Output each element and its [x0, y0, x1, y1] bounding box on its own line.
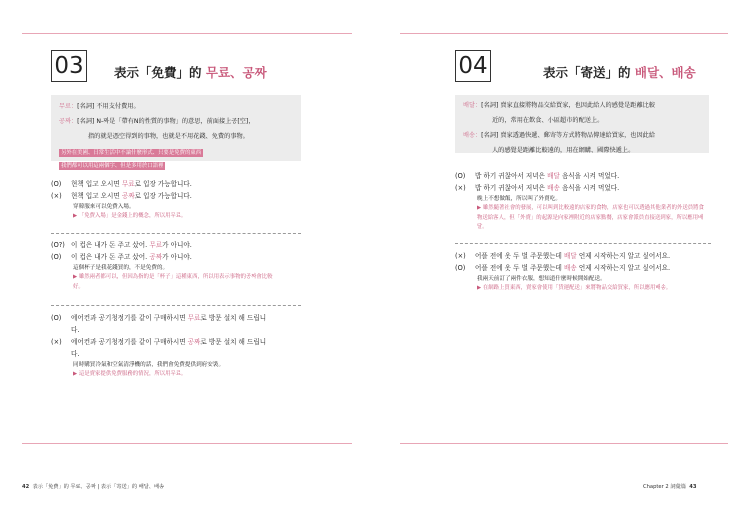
- translation: 我兩天前訂了兩件衣服，想知道什麼時候開始配送。: [477, 276, 606, 282]
- sentence-part: 음식을 시켜 먹었다.: [559, 184, 620, 192]
- target-word: 배달: [564, 252, 577, 260]
- arrow-icon: ▶: [73, 274, 79, 280]
- definition-box: [51, 95, 301, 169]
- correct-mark: (O): [51, 253, 62, 261]
- dashed-divider: [51, 305, 301, 306]
- title-prefix: 表示「免費」的: [114, 65, 202, 80]
- section-title: [114, 63, 267, 81]
- sentence-part: 로 입장 가능합니다.: [134, 180, 192, 188]
- explanation-note: [51, 273, 283, 292]
- target-word: 무료: [187, 314, 201, 322]
- arrow-icon: ▶: [477, 205, 483, 211]
- definition-label: 배송：: [463, 132, 482, 139]
- title-words: 배달、배송: [634, 65, 696, 80]
- note-text: 雖然隨著社會的發展，可以叫到比較遠的店家的食物，店家也可以透過其他業者的外送員將食物送給客人，但「外賣」的起源是向家裡附近的店家點餐，店家會派員直接送到家，所以應用배달。: [477, 205, 704, 230]
- highlight-note: [59, 144, 293, 170]
- definition-text: [名詞] 賣家直接將物品交給買家，也因此給人的感覺是距離比較: [481, 102, 656, 109]
- correct-mark: (O): [455, 172, 466, 180]
- example-sentence: [455, 170, 725, 182]
- wrong-mark: (×): [455, 252, 466, 260]
- definition-line: [59, 99, 293, 114]
- translation: 同時購買冷氣和空氣清淨機的話，我們會免費提供到府安裝。: [73, 362, 225, 368]
- bottom-rule: [22, 443, 352, 444]
- target-word: 배달: [547, 172, 560, 180]
- sentence-part: 음식을 시켜 먹었다.: [559, 172, 620, 180]
- definition-continuation: 近的，常用在飲食、小區超市的配送上。: [492, 117, 604, 124]
- wrong-mark: (×): [51, 338, 62, 346]
- example-sentence: [455, 182, 725, 194]
- highlight-line: 我們都可以用這兩個字、但是多用於口語裡: [61, 163, 164, 169]
- footer-text: Chapter 2 詞彙篇: [643, 484, 686, 490]
- definition-continuation: 指的就是憑空得到的事物，也就是不用花錢、免費的事物。: [88, 133, 249, 140]
- page-footer: [643, 483, 696, 490]
- note-text: 在網路上買東西，賣家會使用「貨運配送」來將物品交給買家，所以應用배송。: [482, 285, 672, 291]
- sentence-part: 가 아니야.: [162, 241, 192, 249]
- example-block: [51, 312, 351, 380]
- correct-mark: (O): [51, 180, 62, 188]
- definition-label: 공짜：: [59, 118, 78, 125]
- sentence-part: 밥 하기 귀찮아서 저녁은: [475, 172, 548, 180]
- note-text: 這是賣家提供免費服務的情況，所以用무료。: [78, 371, 187, 377]
- target-word: 공짜: [187, 338, 201, 346]
- wrong-mark: (×): [51, 192, 62, 200]
- correct-mark: (O?): [51, 241, 65, 249]
- sentence-part: 현책 입고 오시면: [71, 192, 122, 200]
- dashed-divider: [51, 233, 301, 234]
- right-page: [375, 0, 750, 516]
- translation: 這個杯子是我花錢買的，不是免費的。: [73, 265, 169, 271]
- sentence-part: 이 컵은 내가 돈 주고 샀어.: [71, 253, 150, 261]
- correct-mark: (O): [455, 264, 466, 272]
- example-sentence: [51, 312, 351, 324]
- target-word: 공짜: [149, 253, 163, 261]
- example-block: [51, 239, 301, 292]
- footer-text: 表示「免費」的 무료、공짜 | 表示「寄送」的 배달、배송: [32, 484, 164, 490]
- explanation-note: [51, 370, 351, 380]
- example-sentence: [51, 348, 351, 360]
- sentence-part: 로 입장 가능합니다.: [134, 192, 192, 200]
- example-sentence: [51, 178, 341, 190]
- arrow-icon: ▶: [73, 213, 79, 219]
- definition-text: [名詞] 不用支付費用。: [77, 103, 140, 110]
- definition-line: [463, 128, 701, 143]
- page-number: 43: [689, 484, 697, 490]
- sentence-part: 언제 시작하는지 알고 싶어서요.: [576, 264, 671, 272]
- sentence-part: 에어컨과 공기청정기를 같이 구매하시면: [71, 314, 188, 322]
- highlight-line: 另外在美國、日常生活中不論什麼形式、只要是免費的東西: [61, 150, 202, 156]
- definition-label: 무료：: [59, 103, 78, 110]
- example-sentence: [455, 262, 740, 274]
- translation: 穿韓服來可以免費入場。: [73, 204, 135, 210]
- example-sentence: [51, 251, 301, 263]
- example-block: [455, 250, 740, 294]
- sentence-part: 로 방문 설치 해 드립니: [200, 314, 267, 322]
- title-prefix: 表示「寄送」的: [543, 65, 631, 80]
- example-block: [51, 178, 341, 222]
- dashed-divider: [455, 243, 711, 244]
- sentence-part: 어플 전에 옷 두 벌 주문했는데: [475, 252, 565, 260]
- bottom-rule: [400, 443, 728, 444]
- sentence-part: 가 아니야.: [162, 253, 192, 261]
- definition-label: 배달：: [463, 102, 482, 109]
- sentence-part: 이 컵은 내가 돈 주고 샀어.: [71, 241, 150, 249]
- section-number: 04: [455, 50, 491, 82]
- sentence-part: 다.: [71, 350, 80, 358]
- example-sentence: [455, 250, 740, 262]
- definition-line: [463, 98, 701, 113]
- page-number: 42: [22, 484, 30, 490]
- target-word: 배송: [547, 184, 560, 192]
- top-rule: [22, 33, 352, 34]
- explanation-note: [455, 204, 707, 233]
- explanation-note: [455, 284, 707, 294]
- definition-box: [455, 95, 709, 153]
- top-rule: [400, 33, 728, 34]
- title-words: 무료、공짜: [205, 65, 267, 80]
- note-text: 「免費入場」是金錢上的概念，所以用무료。: [78, 213, 187, 219]
- wrong-mark: (×): [455, 184, 466, 192]
- note-text: 雖然兩者都可以，但因為指的是「杯子」這種東西，所以用表示事物的공짜會比較好。: [73, 274, 273, 290]
- correct-mark: (O): [51, 314, 62, 322]
- target-word: 무료: [149, 241, 163, 249]
- definition-line: [59, 114, 293, 129]
- definition-text: [名詞] N-짜是「帶有N的性質的事物」的意思，前面接上공[空]，: [77, 118, 255, 125]
- example-sentence: [51, 336, 351, 348]
- target-word: 무료: [121, 180, 135, 188]
- example-sentence: [51, 239, 301, 251]
- example-block: [455, 170, 725, 233]
- section-title: [543, 63, 696, 81]
- section-number: 03: [51, 50, 87, 82]
- translation: 晚上不想做飯，所以叫了外賣吃。: [477, 196, 561, 202]
- target-word: 공짜: [121, 192, 135, 200]
- sentence-part: 언제 시작하는지 알고 싶어서요.: [576, 252, 671, 260]
- definition-text: [名詞] 賣家透過快遞、郵寄等方式將物品傳達給買家，也因此給: [481, 132, 656, 139]
- sentence-part: 어플 전에 옷 두 벌 주문했는데: [475, 264, 565, 272]
- sentence-part: 에어컨과 공기청정기를 같이 구매하시면: [71, 338, 188, 346]
- example-sentence: [51, 324, 351, 336]
- sentence-part: 로 방문 설치 해 드립니: [200, 338, 267, 346]
- arrow-icon: ▶: [73, 371, 79, 377]
- explanation-note: [51, 212, 341, 222]
- sentence-part: 다.: [71, 326, 80, 334]
- arrow-icon: ▶: [477, 285, 483, 291]
- sentence-part: 현책 입고 오시면: [71, 180, 122, 188]
- page-footer: [22, 483, 164, 490]
- example-sentence: [51, 190, 341, 202]
- sentence-part: 밥 하기 귀찮아서 저녁은: [475, 184, 548, 192]
- target-word: 배송: [564, 264, 577, 272]
- definition-continuation: 人的感覺是距離比較遠的，用在網購、國際快遞上。: [492, 147, 635, 154]
